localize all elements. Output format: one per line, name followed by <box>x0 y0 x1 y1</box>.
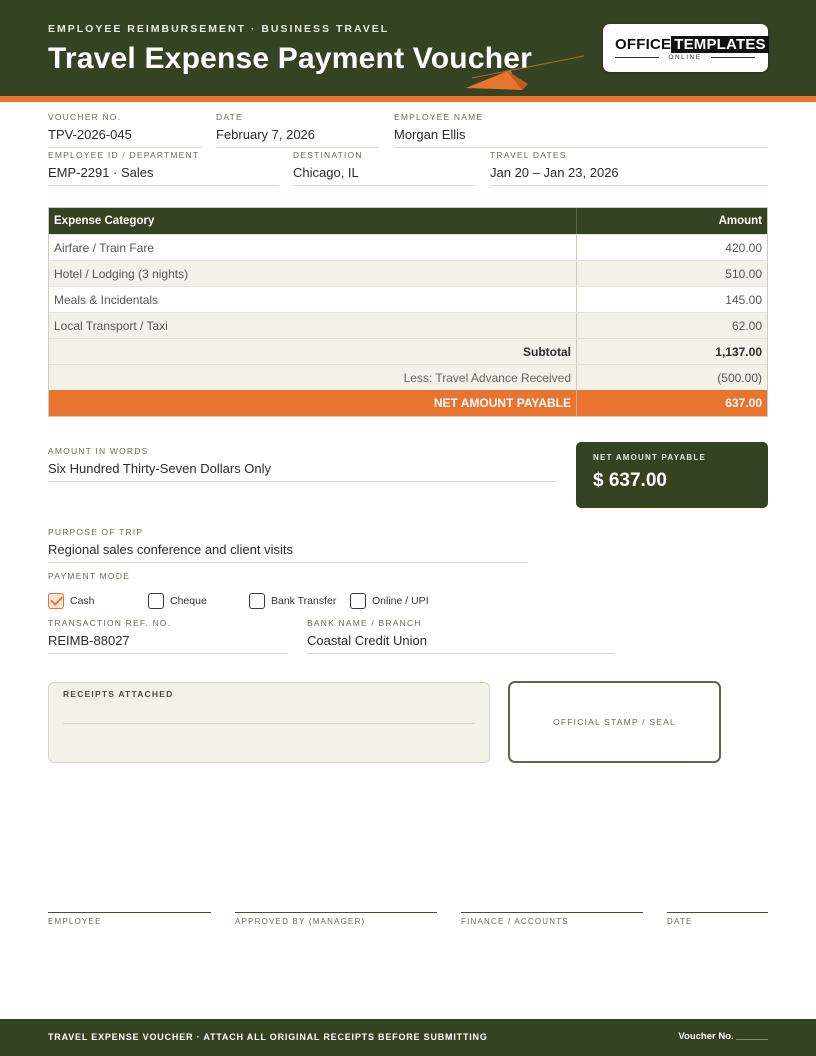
purpose-value: Regional sales conference and client visits <box>48 542 293 557</box>
expense-amount-cell: 510.00 <box>725 266 762 281</box>
date-value: February 7, 2026 <box>216 127 316 142</box>
date-field[interactable] <box>216 112 379 148</box>
checkbox-icon[interactable] <box>249 593 265 609</box>
expense-amount-cell: 420.00 <box>725 240 762 255</box>
expense-amount-cell: 62.00 <box>731 318 762 333</box>
amount-in-words-field[interactable] <box>48 446 557 482</box>
field-label: PURPOSE OF TRIP <box>48 527 144 537</box>
advance-amount: (500.00) <box>717 370 762 385</box>
expense-amount-cell: 145.00 <box>725 292 762 307</box>
field-label: EMPLOYEE ID / DEPARTMENT <box>48 150 200 160</box>
transaction-ref-value: REIMB-88027 <box>48 633 130 648</box>
table-row <box>49 260 767 286</box>
destination-field[interactable] <box>293 150 475 186</box>
transaction-ref-field[interactable] <box>48 618 288 654</box>
signature-label: DATE <box>667 917 693 926</box>
field-label: DESTINATION <box>293 150 363 160</box>
column-header-category: Expense Category <box>49 208 577 234</box>
expense-category-cell: Airfare / Train Fare <box>49 235 577 260</box>
travel-dates-field[interactable] <box>490 150 768 186</box>
subtotal-amount: 1,137.00 <box>715 344 762 359</box>
checkbox-icon[interactable] <box>148 593 164 609</box>
expense-category-cell: Local Transport / Taxi <box>49 313 577 338</box>
receipts-attached-box[interactable] <box>48 682 490 763</box>
expense-category-cell: Hotel / Lodging (3 nights) <box>49 261 577 286</box>
expense-table <box>48 207 768 417</box>
receipts-writing-line <box>63 723 475 724</box>
payment-option-label: Cheque <box>170 595 207 607</box>
voucher-no-value: TPV-2026-045 <box>48 127 132 142</box>
employee-name-value: Morgan Ellis <box>394 127 466 142</box>
payment-option-online-upi[interactable] <box>350 593 429 609</box>
bank-name-value: Coastal Credit Union <box>307 633 427 648</box>
footer-voucher-no: Voucher No. ______ <box>678 1031 768 1042</box>
signature-finance[interactable] <box>461 912 643 932</box>
table-header-row <box>49 208 767 234</box>
field-label: BANK NAME / BRANCH <box>307 618 422 628</box>
payment-option-label: Bank Transfer <box>271 595 337 607</box>
employee-id-field[interactable] <box>48 150 279 186</box>
destination-value: Chicago, IL <box>293 165 359 180</box>
receipts-label: RECEIPTS ATTACHED <box>63 689 174 699</box>
signature-label: FINANCE / ACCOUNTS <box>461 917 569 926</box>
net-box-label: NET AMOUNT PAYABLE <box>593 453 707 462</box>
header-kicker: EMPLOYEE REIMBURSEMENT · BUSINESS TRAVEL <box>48 23 390 35</box>
advance-label: Less: Travel Advance Received <box>49 365 577 390</box>
voucher-footer <box>0 1019 816 1056</box>
stamp-label: OFFICIAL STAMP / SEAL <box>553 717 676 727</box>
purpose-of-trip-field[interactable] <box>48 527 528 563</box>
subtotal-label: Subtotal <box>49 339 577 364</box>
field-label: TRANSACTION REF. NO. <box>48 618 172 628</box>
company-logo <box>603 24 768 72</box>
payment-option-cash[interactable] <box>48 593 95 609</box>
advance-row <box>49 364 767 390</box>
amount-in-words-value: Six Hundred Thirty-Seven Dollars Only <box>48 461 272 476</box>
field-label: VOUCHER NO. <box>48 112 122 122</box>
header-accent-stripe <box>0 96 816 102</box>
payment-option-label: Online / UPI <box>372 595 429 607</box>
signature-employee[interactable] <box>48 912 211 932</box>
net-amount-row <box>49 390 767 416</box>
checkbox-checked-icon[interactable] <box>48 593 64 609</box>
official-stamp-box <box>508 681 721 763</box>
field-label: DATE <box>216 112 243 122</box>
payment-mode-label: PAYMENT MODE <box>48 571 130 581</box>
column-header-amount: Amount <box>718 215 762 227</box>
logo-divider <box>711 57 755 58</box>
voucher-header <box>0 0 816 96</box>
voucher-no-field[interactable] <box>48 112 202 148</box>
table-row <box>49 286 767 312</box>
table-row <box>49 312 767 338</box>
field-label: TRAVEL DATES <box>490 150 567 160</box>
signature-label: APPROVED BY (MANAGER) <box>235 917 366 926</box>
signature-label: EMPLOYEE <box>48 917 102 926</box>
field-label: EMPLOYEE NAME <box>394 112 484 122</box>
employee-id-value: EMP-2291 · Sales <box>48 165 154 180</box>
signature-date[interactable] <box>667 912 768 932</box>
subtotal-row <box>49 338 767 364</box>
logo-subtext: ONLINE <box>668 54 702 61</box>
employee-name-field[interactable] <box>394 112 768 148</box>
payment-option-label: Cash <box>70 595 95 607</box>
table-row <box>49 234 767 260</box>
footer-instructions: TRAVEL EXPENSE VOUCHER · ATTACH ALL ORIGINAL RECEIPTS BEFORE SUBMITTING <box>48 1032 488 1042</box>
orange-swoosh-icon <box>466 50 586 96</box>
payment-option-cheque[interactable] <box>148 593 207 609</box>
expense-category-cell: Meals & Incidentals <box>49 287 577 312</box>
net-amount-summary-box <box>576 442 768 508</box>
logo-wordmark: OFFICE TEMPLATES <box>615 36 769 53</box>
net-box-value: $ 637.00 <box>593 470 667 491</box>
net-amount-label: NET AMOUNT PAYABLE <box>49 390 577 416</box>
field-label: AMOUNT IN WORDS <box>48 446 149 456</box>
net-amount-value: 637.00 <box>725 396 762 410</box>
signature-manager[interactable] <box>235 912 437 932</box>
travel-dates-value: Jan 20 – Jan 23, 2026 <box>490 165 619 180</box>
bank-name-field[interactable] <box>307 618 614 654</box>
page-title: Travel Expense Payment Voucher <box>48 42 532 75</box>
checkbox-icon[interactable] <box>350 593 366 609</box>
payment-option-bank-transfer[interactable] <box>249 593 336 609</box>
